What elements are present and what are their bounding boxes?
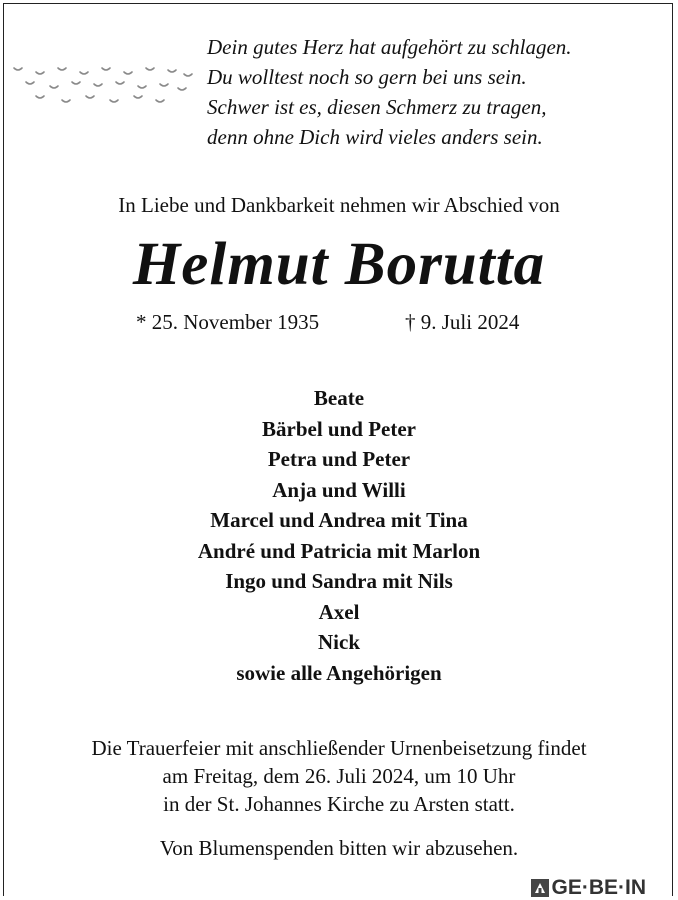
bird-shape (116, 82, 124, 84)
bird-shape (134, 96, 142, 98)
bird-shape (72, 82, 80, 84)
bird-shape (178, 88, 186, 90)
bird-shape (138, 86, 146, 88)
poem-line: Schwer ist es, diesen Schmerz zu tragen, (207, 95, 547, 119)
service-line: in der St. Johannes Kirche zu Arsten statt. (163, 792, 515, 816)
bird-shape (36, 96, 44, 98)
bird-shape (14, 68, 22, 70)
flowers-note: Von Blumenspenden bitten wir abzusehen. (159, 836, 519, 860)
mourners-list (0, 383, 678, 688)
bird-shape (110, 100, 118, 102)
deceased-name: Helmut Borutta (132, 231, 546, 298)
bird-shape (184, 74, 192, 76)
birth-date: * 25. November 1935 (136, 310, 320, 334)
logo-text: GE·BE·IN (551, 876, 646, 899)
bird-shape (94, 84, 102, 86)
bird-shape (58, 68, 66, 70)
poem-line: denn ohne Dich wird vieles anders sein. (207, 125, 543, 149)
service-line: am Freitag, dem 26. Juli 2024, um 10 Uhr (162, 764, 516, 788)
bird-shape (62, 100, 70, 102)
mourner-line: Petra und Peter (267, 447, 411, 471)
bird-shape (156, 100, 164, 102)
mourner-line: André und Patricia mit Marlon (197, 538, 481, 563)
mourner-line: Nick (318, 630, 360, 654)
bird-shape (146, 68, 154, 70)
flying-birds-icon (10, 62, 195, 108)
gebein-logo (529, 876, 649, 900)
poem (207, 32, 667, 152)
bird-shape (124, 72, 132, 74)
mourner-line: Axel (318, 599, 360, 624)
bird-shape (168, 70, 176, 72)
intro-text: In Liebe und Dankbarkeit nehmen wir Abschied von (118, 193, 560, 217)
bird-shape (36, 72, 44, 74)
bird-shape (86, 96, 94, 98)
bird-shape (26, 82, 34, 84)
mourner-line: Marcel und Andrea mit Tina (210, 508, 468, 532)
poem-line: Du wolltest noch so gern bei uns sein. (207, 65, 527, 89)
bird-shape (160, 84, 168, 86)
bird-shape (102, 68, 110, 70)
mourner-line: sowie alle Angehörigen (236, 660, 442, 685)
gebein-logo-icon (531, 879, 549, 897)
funeral-service-info (0, 734, 678, 818)
service-line: Die Trauerfeier mit anschließender Urnenbeisetzung findet (91, 736, 587, 760)
mourner-line: Beate (313, 386, 365, 410)
mourner-line: Anja und Willi (272, 477, 406, 502)
death-date: † 9. Juli 2024 (405, 310, 520, 334)
bird-shape (50, 86, 58, 88)
bird-shape (80, 72, 88, 74)
poem-line: Dein gutes Herz hat aufgehört zu schlagen. (207, 35, 572, 59)
mourner-line: Bärbel und Peter (262, 416, 416, 441)
mourner-line: Ingo und Sandra mit Nils (225, 569, 453, 593)
